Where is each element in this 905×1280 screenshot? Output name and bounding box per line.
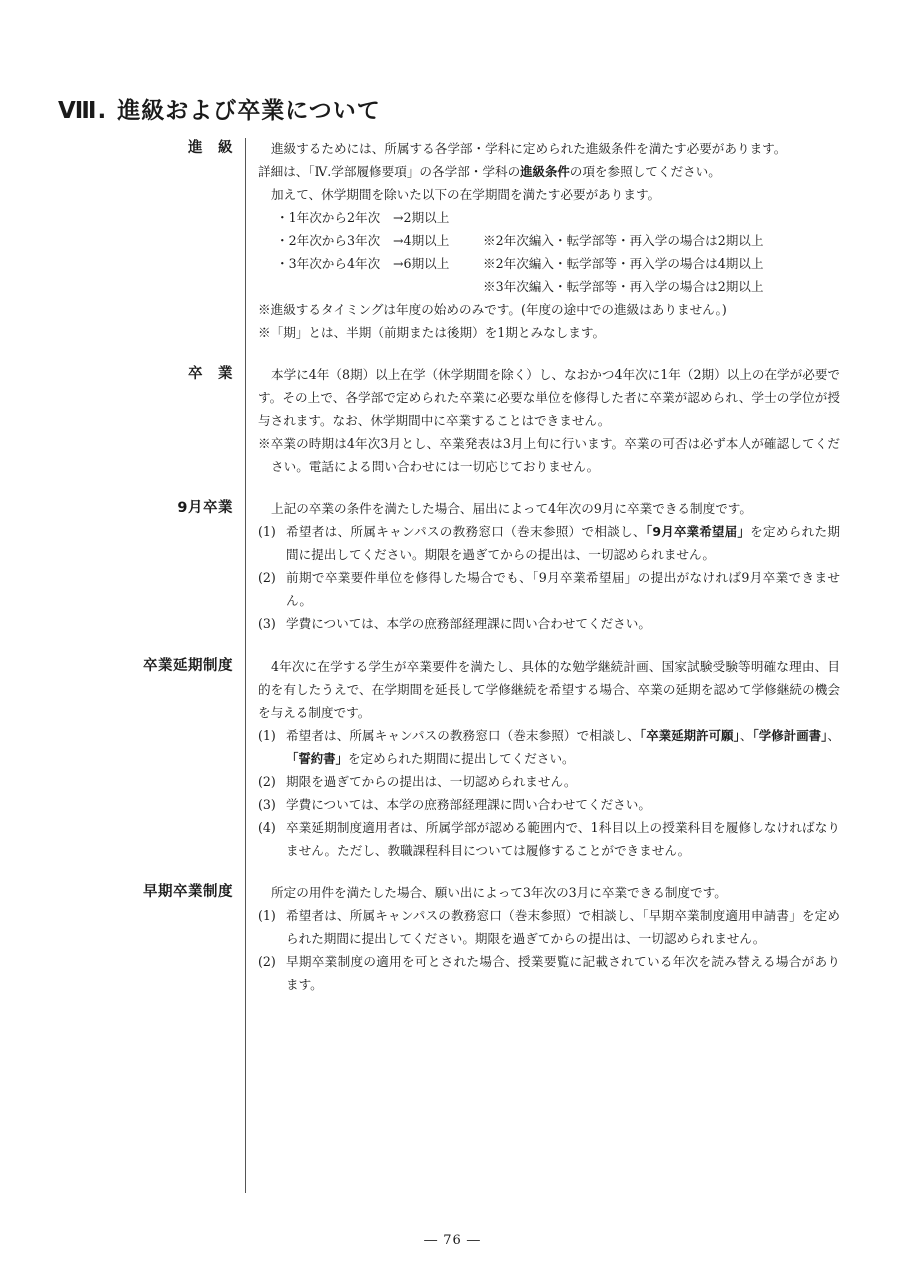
separator: 、	[827, 728, 841, 743]
list-item	[258, 724, 840, 770]
emphasis-text: 進級条件	[520, 164, 570, 179]
chapter-title-text: 進級および卒業について	[117, 98, 381, 124]
paragraph	[258, 160, 840, 183]
section-label: 進 級	[188, 140, 233, 156]
item-number: (2)	[258, 774, 276, 789]
item-number: (2)	[258, 954, 276, 969]
chapter-number: Ⅷ.	[58, 98, 108, 124]
text-run: 希望者は、所属キャンパスの教務窓口（巻末参照）で相談し、	[286, 728, 640, 743]
paragraph: 上記の卒業の条件を満たした場合、届出によって4年次の9月に卒業できる制度です。	[271, 501, 752, 516]
paragraph: 本学に4年（8期）以上在学（休学期間を除く）し、なおかつ4年次に1年（2期）以上の在学が必要です。その上で、各学部で定められた卒業に必要な単位を修得した者に卒業が認められ、学士の学位が授与されます。なお、休学期間中に卒業することはできません。	[258, 367, 841, 428]
text-run: 希望者は、所属キャンパスの教務窓口（巻末参照）で相談し、「早期卒業制度適用申請書」を定められた期間に提出してください。期限を過ぎてからの提出は、一切認められません。	[286, 908, 840, 946]
emphasis-text: 「9月卒業希望届」	[645, 524, 751, 539]
label-divider-line	[245, 138, 246, 1193]
item-number: (1)	[258, 728, 276, 743]
section-body	[258, 363, 840, 478]
item-number: (3)	[258, 616, 276, 631]
emphasis-text: 「学修計画書」	[752, 728, 828, 743]
text-run: 詳細は、「Ⅳ.学部履修要項」の各学部・学科の	[258, 164, 521, 179]
item-number: (3)	[258, 797, 276, 812]
note: ※卒業の時期は4年次3月とし、卒業発表は3月上旬に行います。卒業の可否は必ず本人が確認してください。電話による問い合わせには一切応じておりません。	[258, 436, 840, 474]
text-run: 卒業延期制度適用者は、所属学部が認める範囲内で、1科目以上の授業科目を履修しなければなりません。ただし、教職課程科目については履修することができません。	[286, 820, 840, 858]
emphasis-text: 「卒業延期許可願」	[639, 728, 740, 743]
period-row	[258, 252, 840, 275]
note: ※進級するタイミングは年度の始めのみです。(年度の途中での進級はありません。)	[258, 302, 727, 317]
note: ※「期」とは、半期（前期または後期）を1期とみなします。	[258, 325, 606, 340]
row-from: ・2年次から3年次	[276, 233, 381, 248]
section-label: 卒業延期制度	[143, 658, 233, 674]
row-note: ※2年次編入・転学部等・再入学の場合は4期以上	[483, 256, 764, 271]
item-number: (2)	[258, 570, 276, 585]
text-run: 学費については、本学の庶務部経理課に問い合わせてください。	[286, 797, 651, 812]
section-label: 9月卒業	[177, 500, 233, 516]
list-item	[258, 566, 840, 612]
section-body	[258, 881, 840, 996]
text-run: 期限を過ぎてからの提出は、一切認められません。	[286, 774, 577, 789]
list-item	[258, 904, 840, 950]
period-row	[258, 229, 840, 252]
paragraph: 加えて、休学期間を除いた以下の在学期間を満たす必要があります。	[271, 187, 661, 202]
list-item	[258, 520, 840, 566]
list-item	[258, 793, 840, 816]
row-to: →4期以上	[393, 233, 450, 248]
row-note: ※2年次編入・転学部等・再入学の場合は2期以上	[483, 233, 764, 248]
period-row-continuation: ※3年次編入・転学部等・再入学の場合は2期以上	[483, 279, 764, 294]
separator: 、	[739, 728, 753, 743]
row-from: ・1年次から2年次	[276, 210, 381, 225]
emphasis-text: 「誓約書」	[286, 751, 348, 766]
text-run: の項を参照してください。	[569, 164, 721, 179]
list-item	[258, 950, 840, 996]
row-to: →6期以上	[393, 256, 450, 271]
row-from: ・3年次から4年次	[276, 256, 381, 271]
section-body	[258, 497, 840, 635]
text-run: 早期卒業制度の適用を可とされた場合、授業要覧に記載されている年次を読み替える場合があります。	[286, 954, 840, 992]
section-label: 卒 業	[188, 366, 233, 382]
list-item	[258, 816, 840, 862]
paragraph: 所定の用件を満たした場合、願い出によって3年次の3月に卒業できる制度です。	[271, 885, 727, 900]
item-number: (1)	[258, 908, 276, 923]
text-run: 前期で卒業要件単位を修得した場合でも、「9月卒業希望届」の提出がなければ9月卒業できません。	[286, 570, 840, 608]
row-to: →2期以上	[393, 210, 450, 225]
paragraph: 4年次に在学する学生が卒業要件を満たし、具体的な勉学継続計画、国家試験受験等明確な理由、目的を有したうえで、在学期間を延長して学修継続を希望する場合、卒業の延期を認めて学修継続の機会を与える制度です。	[258, 659, 840, 720]
section-body	[258, 655, 840, 862]
text-run: を定められた期間に提出してください。期限を過ぎてからの提出は、一切認められません。	[286, 524, 841, 562]
chapter-title	[58, 92, 381, 125]
item-number: (4)	[258, 820, 276, 835]
text-run: 希望者は、所属キャンパスの教務窓口（巻末参照）で相談し、	[286, 524, 646, 539]
text-run: を定められた期間に提出してください。	[347, 751, 575, 766]
section-label: 早期卒業制度	[143, 884, 233, 900]
item-number: (1)	[258, 524, 276, 539]
list-item	[258, 612, 840, 635]
page-number: ― 76 ―	[424, 1233, 481, 1248]
period-row	[258, 206, 840, 229]
text-run: 学費については、本学の庶務部経理課に問い合わせてください。	[286, 616, 651, 631]
section-body	[258, 137, 840, 344]
list-item	[258, 770, 840, 793]
paragraph: 進級するためには、所属する各学部・学科に定められた進級条件を満たす必要があります。	[271, 141, 787, 156]
